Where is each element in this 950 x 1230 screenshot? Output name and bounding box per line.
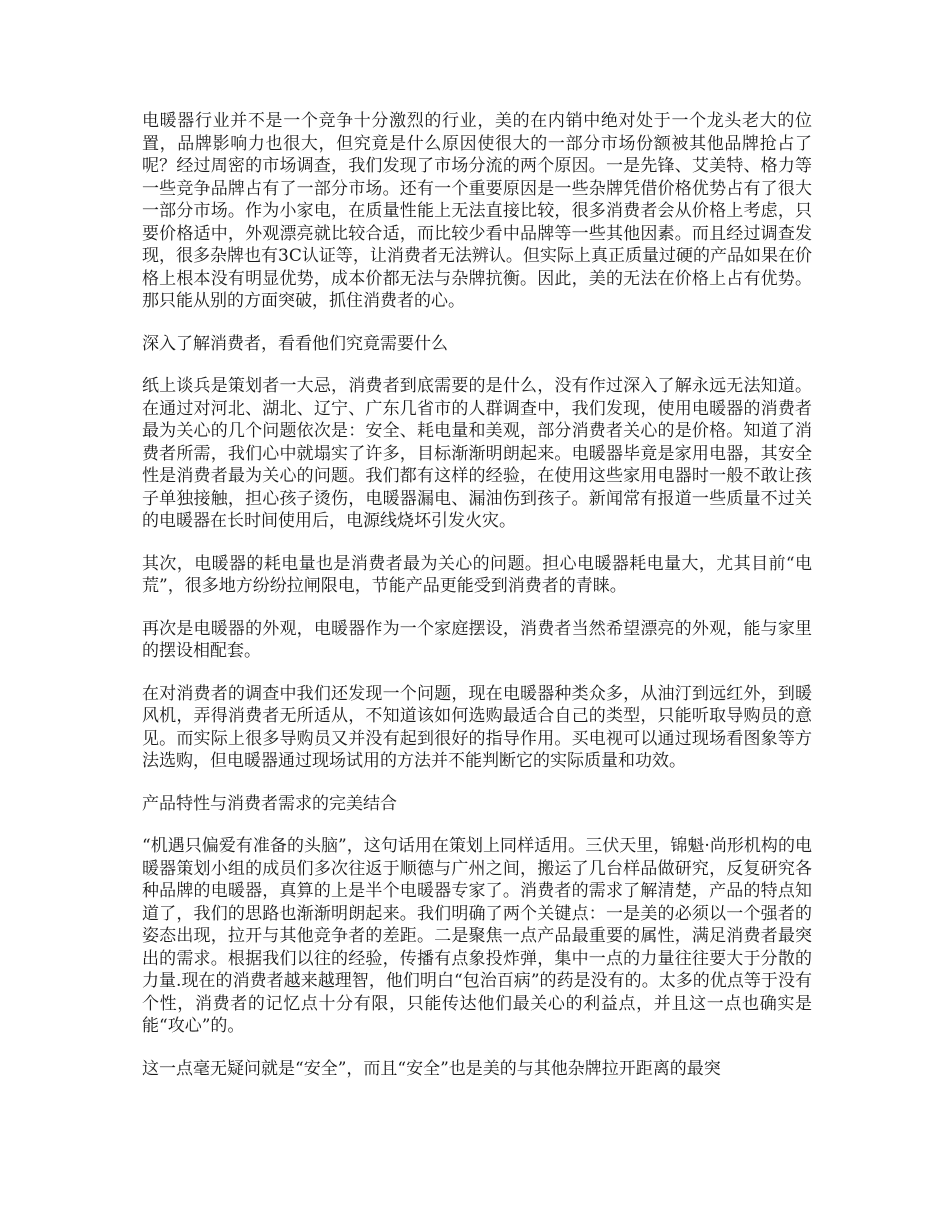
- section-heading-understand-consumers: 深入了解消费者，看看他们究竟需要什么: [142, 333, 448, 354]
- paragraph-appearance: 再次是电暖器的外观，电暖器作为一个家庭摆设，消费者当然希望漂亮的外观，能与家里的摆设相配套。: [142, 618, 812, 661]
- paragraph-strategy: “机遇只偏爱有准备的头脑”，这句话用在策划上同样适用。三伏天里，锦魁·尚形机构的电暖器策划小组的成员们多次往返于顺德与广州之间，搬运了几台样品做研究，反复研究各种品牌的电暖器，真算的上是半个电暖器专家了。消费者的需求了解清楚，产品的特点知道了，我们的思路也渐渐明朗起来。我们明确了两个关键点：一是美的必须以一个强者的姿态出现，拉开与其他竞争者的差距。二是聚焦一点产品最重要的属性，满足消费者最突出的需求。根据我们以往的经验，传播有点象投炸弹，集中一点的力量往往要大于分散的力量.现在的消费者越来越理智，他们明白“包治百病”的药是没有的。太多的优点等于没有个性，消费者的记忆点十分有限，只能传达他们最关心的利益点，并且这一点也确实是能“攻心”的。: [142, 836, 812, 1036]
- paragraph-power-consumption: 其次，电暖器的耗电量也是消费者最为关心的问题。担心电暖器耗电量大，尤其目前“电荒”，很多地方纷纷拉闸限电，节能产品更能受到消费者的青睐。: [142, 553, 812, 596]
- paragraph-consumer-survey: 纸上谈兵是策划者一大忌，消费者到底需要的是什么，没有作过深入了解永远无法知道。在通过对河北、湖北、辽宁、广东几省市的人群调查中，我们发现，使用电暖器的消费者最为关心的几个问题依次是：安全、耗电量和美观，部分消费者关心的是价格。知道了消费者所需，我们心中就塌实了许多，目标渐渐明朗起来。电暖器毕竟是家用电器，其安全性是消费者最为关心的问题。我们都有这样的经验，在使用这些家用电器时一般不敢让孩子单独接触，担心孩子烫伤，电暖器漏电、漏油伤到孩子。新闻常有报道一些质量不过关的电暖器在长时间使用后，电源线烧坏引发火灾。: [142, 376, 812, 531]
- paragraph-safety-focus: 这一点毫无疑问就是“安全”，而且“安全”也是美的与其他杂牌拉开距离的最突: [142, 1058, 721, 1079]
- document-body: [142, 110, 812, 1100]
- paragraph-purchase-confusion: 在对消费者的调查中我们还发现一个问题，现在电暖器种类众多，从油汀到远红外，到暖风机，弄得消费者无所适从，不知道该如何选购最适合自己的类型，只能听取导购员的意见。而实际上很多导购员又并没有起到很好的指导作用。买电视可以通过现场看图象等方法选购，但电暖器通过现场试用的方法并不能判断它的实际质量和功效。: [142, 683, 812, 771]
- section-heading-product-fit: 产品特性与消费者需求的完美结合: [142, 793, 397, 814]
- paragraph-market-analysis: 电暖器行业并不是一个竞争十分激烈的行业，美的在内销中绝对处于一个龙头老大的位置，品牌影响力也很大，但究竟是什么原因使很大的一部分市场份额被其他品牌抢占了呢？经过周密的市场调查，我们发现了市场分流的两个原因。一是先锋、艾美特、格力等一些竞争品牌占有了一部分市场。还有一个重要原因是一些杂牌凭借价格优势占有了很大一部分市场。作为小家电，在质量性能上无法直接比较，很多消费者会从价格上考虑，只要价格适中，外观漂亮就比较合适，而比较少看中品牌等一些其他因素。而且经过调查发现，很多杂牌也有3C认证等，让消费者无法辨认。但实际上真正质量过硬的产品如果在价格上根本没有明显优势，成本价都无法与杂牌抗衡。因此，美的无法在价格上占有优势。那只能从别的方面突破，抓住消费者的心。: [142, 111, 812, 311]
